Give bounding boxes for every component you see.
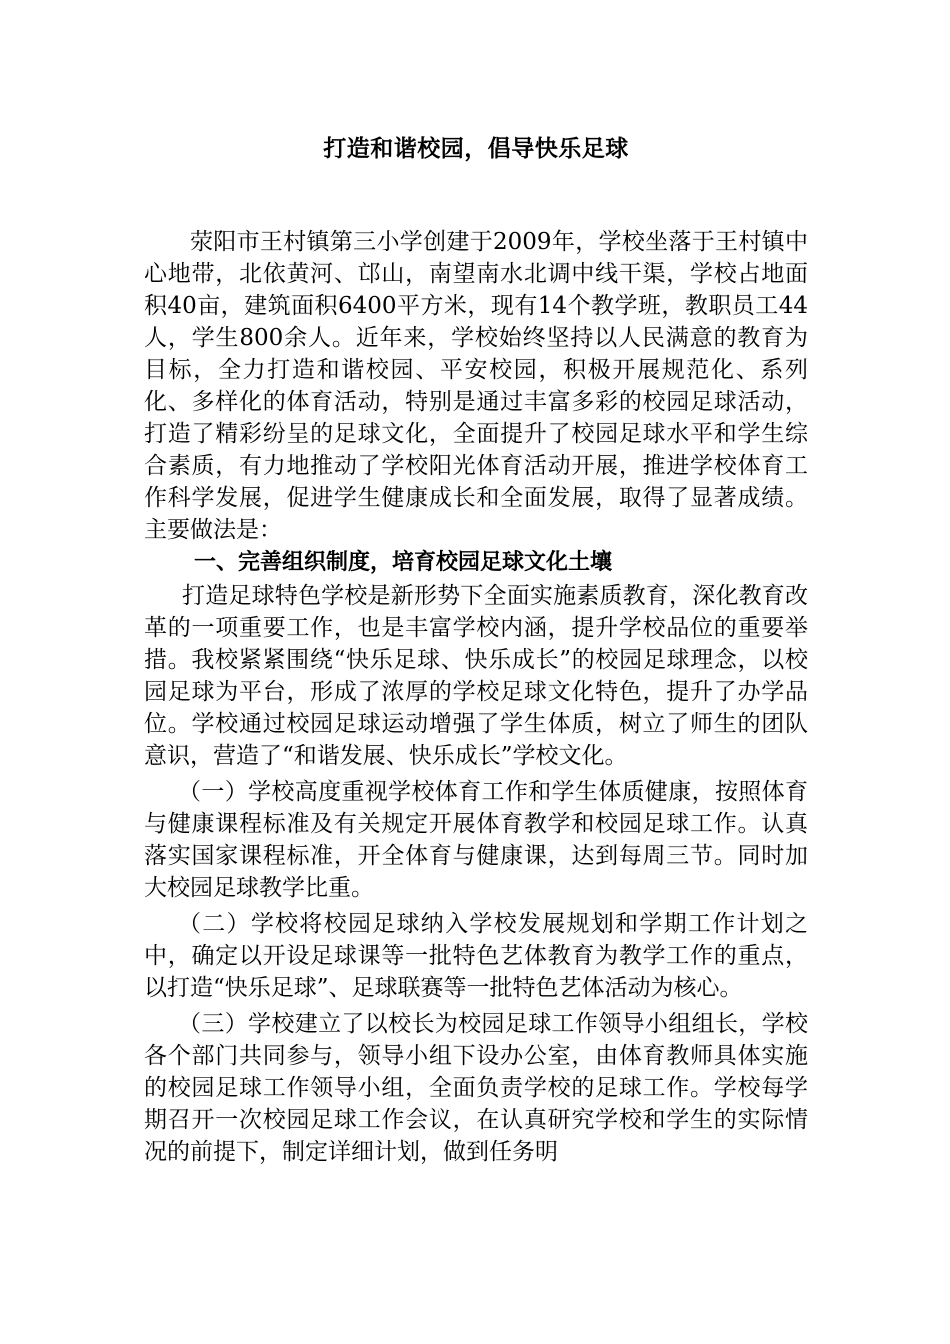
list-item-3: （三）学校建立了以校长为校园足球工作领导小组组长，学校各个部门共同参与，领导小组下设办公室，由体育教师具体实施的校园足球工作领导小组，全面负责学校的足球工作。学校每学期召开一次校园足球工作会议，在认真研究学校和学生的实际情况的前提下，制定详细计划，做到任务明 xyxy=(144,1011,808,1165)
list-item-2: （二）学校将校园足球纳入学校发展规划和学期工作计划之中，确定以开设足球课等一批特色艺体教育为教学工作的重点，以打造“快乐足球”、足球联赛等一批特色艺体活动为核心。 xyxy=(144,911,808,1001)
document-body xyxy=(144,226,808,1168)
list-item-1: （一）学校高度重视学校体育工作和学生体质健康，按照体育与健康课程标准及有关规定开展体育教学和校园足球工作。认真落实国家课程标准，开全体育与健康课，达到每周三节。同时加大校园足球教学比重。 xyxy=(144,779,808,901)
document-title: 打造和谐校园，倡导快乐足球 xyxy=(323,136,629,162)
section-1-paragraph: 打造足球特色学校是新形势下全面实施素质教育，深化教育改革的一项重要工作，也是丰富学校内涵，提升学校品位的重要举措。我校紧紧围绕“快乐足球、快乐成长”的校园足球理念，以校园足球为平台，形成了浓厚的学校足球文化特色，提升了办学品位。学校通过校园足球运动增强了学生体质，树立了师生的团队意识，营造了“和谐发展、快乐成长”学校文化。 xyxy=(144,583,808,769)
section-heading-1: 一、完善组织制度，培育校园足球文化土壤 xyxy=(194,550,613,575)
intro-paragraph: 荥阳市王村镇第三小学创建于2009年，学校坐落于王村镇中心地带，北依黄河、邙山，南望南水北调中线干渠，学校占地面积40亩，建筑面积6400平方米，现有14个教学班，教职员工44人，学生800余人。近年来，学校始终坚持以人民满意的教育为目标，全力打造和谐校园、平安校园，积极开展规范化、系列化、多样化的体育活动，特别是通过丰富多彩的校园足球活动，打造了精彩纷呈的足球文化，全面提升了校园足球水平和学生综合素质，有力地推动了学校阳光体育活动开展，推进学校体育工作科学发展，促进学生健康成长和全面发展，取得了显著成绩。主要做法是： xyxy=(144,229,808,543)
